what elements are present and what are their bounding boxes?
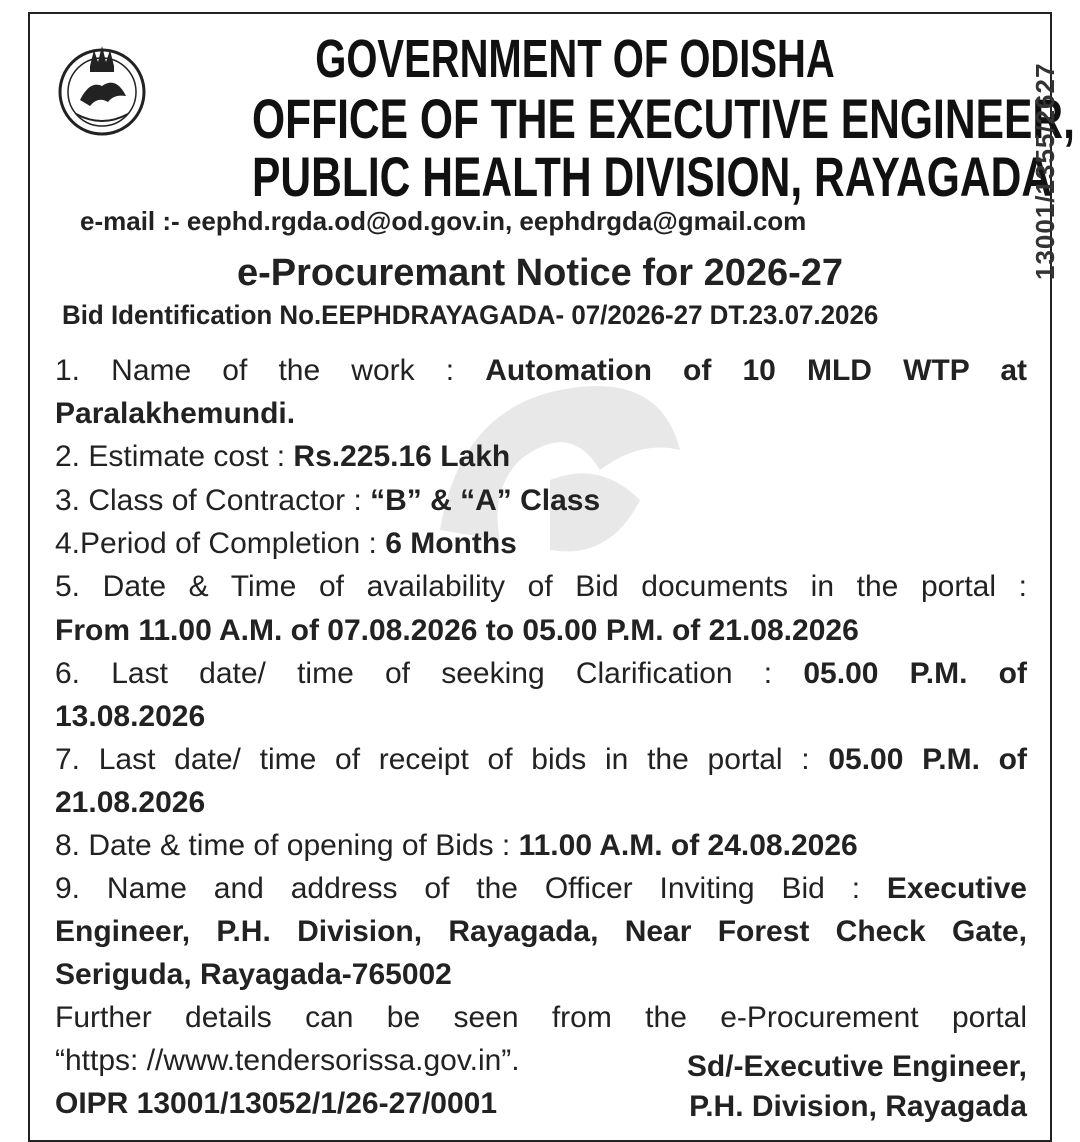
item-6-line (55, 657, 1027, 691)
item-9-value-end: Seriguda, Rayagada-765002 (55, 958, 452, 991)
item-4-value: 6 Months (385, 527, 517, 560)
item-8-line (55, 829, 1027, 863)
item-1-label: 1. Name of the work : (55, 354, 486, 387)
item-1-value-cont: Paralakhemundi. (55, 397, 296, 430)
notice-title: e-Procuremant Notice for 2026-27 (236, 252, 844, 294)
item-7-label: 7. Last date/ time of receipt of bids in the portal : (55, 743, 829, 776)
signature-division: P.H. Division, Rayagada (689, 1090, 1027, 1123)
email-line: e-mail :- eephd.rgda.od@od.gov.in, eephdrgda@gmail.com (80, 206, 807, 236)
header-division: PUBLIC HEALTH DIVISION, RAYAGADA (252, 145, 1053, 208)
signature-title: Sd/-Executive Engineer, (686, 1050, 1027, 1083)
item-1-value: Automation of 10 MLD WTP at (485, 354, 1028, 387)
item-2-line (55, 440, 1027, 474)
bid-identification: Bid Identification No.EEPHDRAYAGADA- 07/2026-27 DT.23.07.2026 (62, 300, 879, 330)
item-9-value: Executive (886, 872, 1027, 905)
item-4-line (55, 527, 1027, 561)
item-7-value: 05.00 P.M. of (828, 743, 1027, 776)
item-5-value: From 11.00 A.M. of 07.08.2026 to 05.00 P.M. of 21.08.2026 (55, 614, 859, 647)
item-5-label: 5. Date & Time of availability of Bid documents in the portal : (55, 570, 1027, 603)
item-2-value: Rs.225.16 Lakh (293, 440, 511, 473)
item-7-line (55, 743, 1027, 777)
item-4-label: 4.Period of Completion : (55, 527, 386, 560)
item-3-value: “B” & “A” Class (370, 484, 601, 517)
item-7-value-cont: 21.08.2026 (55, 786, 206, 819)
portal-url: “https: //www.tendersorissa.gov.in”. (55, 1044, 520, 1077)
item-9-label: 9. Name and address of the Officer Inviting Bid : (55, 872, 887, 905)
item-3-line (55, 484, 1027, 518)
item-8-label: 8. Date & time of opening of Bids : (55, 829, 519, 862)
item-9-value-cont: Engineer, P.H. Division, Rayagada, Near Forest Check Gate, (55, 915, 1027, 948)
side-reference-code: 13001/1355/2627 (1030, 62, 1060, 280)
header-office: OFFICE OF THE EXECUTIVE ENGINEER, (252, 87, 1075, 150)
odisha-seal-emblem (50, 36, 154, 140)
header-government: GOVERNMENT OF ODISHA (315, 29, 835, 89)
further-details: Further details can be seen from the e-Procurement portal (55, 1001, 1027, 1034)
oipr-number: OIPR 13001/13052/1/26-27/0001 (55, 1087, 498, 1120)
item-6-label: 6. Last date/ time of seeking Clarification : (55, 657, 804, 690)
item-8-value: 11.00 A.M. of 24.08.2026 (518, 829, 858, 862)
item-2-label: 2. Estimate cost : (55, 440, 294, 473)
item-6-value-cont: 13.08.2026 (55, 700, 206, 733)
item-9-line (55, 872, 1027, 906)
item-3-label: 3. Class of Contractor : (55, 484, 371, 517)
item-1-line (55, 354, 1027, 388)
item-6-value: 05.00 P.M. of (803, 657, 1027, 690)
